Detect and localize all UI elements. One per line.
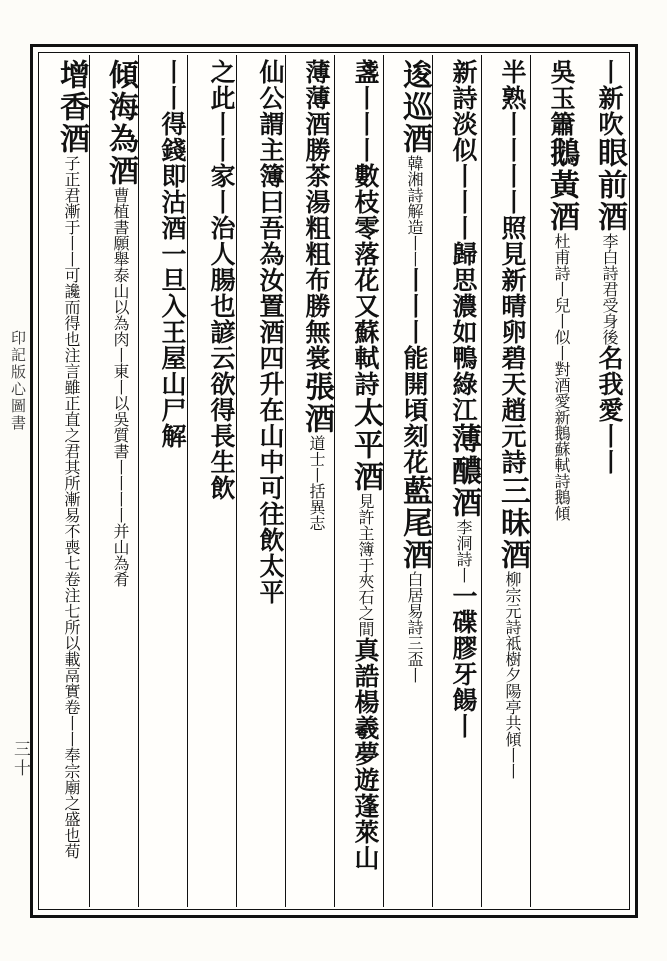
column-4-content: 新詩淡似丨丨丨歸思濃如鴨綠江薄醲酒李洞詩丨一碟膠牙餳丨 bbox=[446, 59, 481, 739]
text-column-9 bbox=[187, 55, 236, 907]
column-2-content: 吳玉簫鵝黃酒杜甫詩丨兒丨似丨對酒愛新鵝蘇軾詩鵝傾 bbox=[544, 59, 579, 521]
column-6-content: 盞丨丨丨數枝零落花又蘇軾詩太平酒見許主簿于夾石之間真誥楊羲夢遊蓬萊山 bbox=[348, 59, 383, 871]
column-11-content: 傾海為酒曹植書願舉泰山以為肉丨東丨以吳質書丨丨丨丨并山為肴 bbox=[103, 59, 138, 587]
text-column-4 bbox=[432, 55, 481, 907]
column-5-content: 逡巡酒韓湘詩解造丨丨丨丨丨能開頃刻花藍尾酒白居易詩三盃丨 bbox=[397, 59, 432, 683]
text-column-12 bbox=[41, 55, 89, 907]
text-column-5 bbox=[383, 55, 432, 907]
edge-page-number: 三十 bbox=[10, 740, 30, 778]
text-column-7 bbox=[285, 55, 334, 907]
text-column-1 bbox=[579, 55, 627, 907]
column-10-content: 丨丨得錢即沽酒一旦入王屋山尸解 bbox=[158, 59, 187, 449]
text-column-10 bbox=[138, 55, 187, 907]
column-1-content: 丨新吹眼前酒李白詩君受身後名我愛丨丨 bbox=[592, 59, 627, 475]
page-frame bbox=[30, 44, 638, 918]
column-8-content: 仙公謂主簿曰吾為汝置酒四升在山中可往飲太平 bbox=[256, 59, 285, 605]
text-column-11 bbox=[89, 55, 138, 907]
column-12-content: 增香酒子正君漸于丨丨可讒而得也注言雖正直之君其所漸易不喪七卷注七所以載鬲實卷丨丨奉宗廟之盛也荀 bbox=[54, 59, 89, 859]
column-7-content: 薄薄酒勝茶湯粗粗布勝無裳張酒道士丨括異志 bbox=[299, 59, 334, 531]
edge-imprint-mark: 印記版心圖書 bbox=[9, 330, 27, 432]
text-columns bbox=[41, 55, 627, 907]
column-3-content: 半熟丨丨丨丨照見新晴卵碧天趙元詩三昧酒柳宗元詩祗樹夕陽亭共傾丨丨 bbox=[495, 59, 530, 779]
text-column-3 bbox=[481, 55, 530, 907]
text-column-8 bbox=[236, 55, 285, 907]
text-column-2 bbox=[530, 55, 579, 907]
column-9-content: 之此丨丨家丨治人腸也諺云欲得長生飲 bbox=[207, 59, 236, 501]
text-column-6 bbox=[334, 55, 383, 907]
